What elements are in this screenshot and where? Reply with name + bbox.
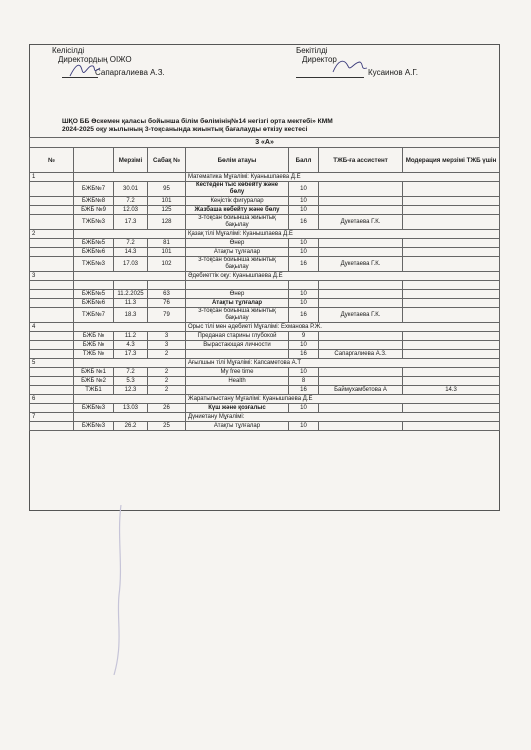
cell-blank [30,197,74,206]
cell-lesson: 2 [148,377,186,386]
cell-moderation: 14.3 [403,386,500,395]
approval-left-title: Келісілді [52,46,85,55]
cell-moderation [403,182,500,197]
cell-lesson: 25 [148,422,186,431]
subject-row [30,173,500,182]
cell-moderation [403,341,500,350]
cell-moderation [403,206,500,215]
cell-score: 10 [289,422,319,431]
cell-topic: Кестеден тыс көбейту және бөлу [186,182,289,197]
cell-lesson: 101 [148,197,186,206]
cell-assessment-type: БЖБ №1 [74,368,114,377]
subject-number: 3 [30,272,74,281]
cell-assessment-type: БЖБ№3 [74,422,114,431]
cell-assistant: Дукетаева Г.К. [319,215,403,230]
subject-title: Дүниетану Мұғалімі: [186,413,500,422]
cell-assessment-type: БЖБ № [74,341,114,350]
subject-title: Ағылшын тілі Мұғалімі: Капсаметова А.Т [186,359,500,368]
cell-blank [30,248,74,257]
cell-blank [30,182,74,197]
cell-date: 11.3 [114,299,148,308]
cell-assessment-type: ТЖБ№3 [74,257,114,272]
cell-lesson: 76 [148,299,186,308]
subject-row [30,413,500,422]
cell-assistant [319,422,403,431]
cell-date: 30.01 [114,182,148,197]
cell-assessment-type: ТЖБ№7 [74,308,114,323]
subject-number: 6 [30,395,74,404]
cell-assistant [319,341,403,350]
col-moderation-header: Модерация мерзімі ТЖБ үшін [403,148,500,173]
subject-spacer [74,230,186,239]
cell-blank [30,206,74,215]
table-row [30,248,500,257]
col-score-header: Балл [289,148,319,173]
cell-score: 10 [289,404,319,413]
assessment-schedule-table [29,137,500,431]
cell-topic: Health [186,377,289,386]
cell-blank [30,239,74,248]
cell-lesson: 2 [148,386,186,395]
class-row [30,138,500,148]
cell-score: 10 [289,368,319,377]
cell-score: 16 [289,215,319,230]
subject-number: 5 [30,359,74,368]
cell-lesson: 26 [148,404,186,413]
cell-assistant [319,377,403,386]
cell-blank [30,332,74,341]
cell-topic: Преданая старины глубокой [186,332,289,341]
cell-moderation [403,404,500,413]
subject-spacer [74,173,186,182]
cell-assistant: Дукетаева Г.К. [319,257,403,272]
signature-right [330,56,370,78]
cell-assistant [319,290,403,299]
table-row [30,308,500,323]
cell-date: 11.2 [114,332,148,341]
cell-blank [30,308,74,323]
table-row [30,332,500,341]
col-date-header: Мерзімі [114,148,148,173]
cell-topic: Өнер [186,290,289,299]
table-row [30,206,500,215]
cell-date [114,281,148,290]
cell-score: 10 [289,239,319,248]
table-row [30,422,500,431]
cell-score: 8 [289,377,319,386]
cell-moderation [403,257,500,272]
cell-date: 5.3 [114,377,148,386]
cell-assistant [319,248,403,257]
cell-topic: My free time [186,368,289,377]
cell-moderation [403,215,500,230]
table-row [30,239,500,248]
cell-assessment-type: БЖБ№5 [74,239,114,248]
cell-lesson: 3 [148,332,186,341]
cell-date: 17.3 [114,350,148,359]
cell-blank [30,404,74,413]
subject-number: 1 [30,173,74,182]
subject-title: Қазақ тілі Мұғалімі: Куанышпаева Д.Е [186,230,500,239]
cell-lesson: 81 [148,239,186,248]
subject-row [30,395,500,404]
cell-blank [30,350,74,359]
approval-left-name: Сапаргалиева А.З. [95,68,165,77]
cell-score: 16 [289,386,319,395]
cell-assessment-type: БЖБ №9 [74,206,114,215]
table-row [30,215,500,230]
cell-lesson [148,281,186,290]
cell-date: 4.3 [114,341,148,350]
cell-score: 10 [289,341,319,350]
cell-score: 16 [289,308,319,323]
cell-blank [30,341,74,350]
pen-mark [111,505,127,675]
col-assistant-header: ТЖБ-ға ассистент [319,148,403,173]
document-title-line1: ШҚО ББ Өскемен қаласы бойынша білім бөлімінің№14 негізгі орта мектебі» КММ [62,118,333,125]
subject-row [30,359,500,368]
cell-score: 10 [289,248,319,257]
cell-score: 10 [289,206,319,215]
cell-assessment-type: БЖБ№8 [74,197,114,206]
approval-left-role: Директордың ОІЖО [58,55,132,64]
cell-score: 16 [289,257,319,272]
cell-assessment-type: БЖБ№5 [74,290,114,299]
cell-assessment-type: БЖБ№3 [74,404,114,413]
cell-moderation [403,248,500,257]
cell-date: 14.3 [114,248,148,257]
cell-lesson: 95 [148,182,186,197]
cell-lesson: 2 [148,350,186,359]
cell-assessment-type: БЖБ №2 [74,377,114,386]
cell-score: 10 [289,182,319,197]
cell-topic: Атақты тұлғалар [186,248,289,257]
cell-moderation [403,377,500,386]
table-row [30,290,500,299]
cell-moderation [403,290,500,299]
cell-moderation [403,332,500,341]
cell-moderation [403,350,500,359]
cell-topic: Өнер [186,239,289,248]
cell-date: 7.2 [114,368,148,377]
approval-right-role: Директор [302,55,337,64]
cell-moderation [403,368,500,377]
subject-row [30,230,500,239]
table-row [30,350,500,359]
cell-topic: Атақты тұлғалар [186,299,289,308]
table-row [30,377,500,386]
table-row [30,299,500,308]
cell-topic [186,281,289,290]
cell-blank [30,257,74,272]
table-row [30,368,500,377]
cell-score: 10 [289,290,319,299]
cell-topic: Жазбаша көбейту және бөлу [186,206,289,215]
cell-date: 17.3 [114,215,148,230]
cell-topic: Кеңістік фигуралар [186,197,289,206]
cell-score: 10 [289,197,319,206]
cell-blank [30,281,74,290]
cell-assistant [319,368,403,377]
cell-topic [186,386,289,395]
cell-blank [30,377,74,386]
subject-spacer [74,395,186,404]
cell-lesson: 63 [148,290,186,299]
subject-spacer [74,272,186,281]
cell-assistant: Баймухамбетова А [319,386,403,395]
cell-moderation [403,197,500,206]
cell-date: 7.2 [114,239,148,248]
cell-assessment-type: БЖБ № [74,332,114,341]
table-row [30,404,500,413]
cell-moderation [403,299,500,308]
table-row [30,257,500,272]
cell-topic: Күш және қозғалыс [186,404,289,413]
cell-topic: Атақты тұлғалар [186,422,289,431]
subject-spacer [74,413,186,422]
subject-title: Жаратылыстану Мұғалімі: Куанышпаева Д.Е [186,395,500,404]
cell-topic: 3-тоқсан бойынша жиынтық бақылау [186,215,289,230]
cell-lesson: 128 [148,215,186,230]
cell-topic [186,350,289,359]
table-header-row [30,148,500,173]
cell-blank [30,290,74,299]
cell-lesson: 79 [148,308,186,323]
cell-moderation [403,281,500,290]
cell-date: 12.3 [114,386,148,395]
cell-assessment-type: ТЖБ№3 [74,215,114,230]
cell-date: 17.03 [114,257,148,272]
cell-lesson: 102 [148,257,186,272]
cell-date: 18.3 [114,308,148,323]
table-body [30,138,500,431]
table-row [30,182,500,197]
subject-number: 7 [30,413,74,422]
cell-moderation [403,308,500,323]
cell-assistant [319,182,403,197]
cell-assessment-type [74,281,114,290]
table-row [30,197,500,206]
cell-assistant [319,239,403,248]
cell-date: 26.2 [114,422,148,431]
cell-assistant: Сапаргалиева А.З. [319,350,403,359]
subject-row [30,272,500,281]
cell-blank [30,422,74,431]
cell-score: 9 [289,332,319,341]
cell-score: 10 [289,299,319,308]
subject-title: Орыс тілі мен әдебиеті Мұғалімі: Ехманова Р.Ж. [186,323,500,332]
document-title [62,118,333,134]
cell-assessment-type: ТЖБ1 [74,386,114,395]
table-row [30,281,500,290]
cell-blank [30,215,74,230]
approval-right-name: Кусаинов А.Г. [368,68,418,77]
col-topic-header: Бөлім атауы [186,148,289,173]
approval-right-title: Бекітілді [296,46,328,55]
class-name: 3 «А» [30,138,500,148]
cell-blank [30,299,74,308]
cell-assessment-type: ТЖБ № [74,350,114,359]
cell-assistant [319,197,403,206]
table-row [30,386,500,395]
col-type-header [74,148,114,173]
cell-lesson: 2 [148,368,186,377]
cell-score: 16 [289,350,319,359]
subject-spacer [74,323,186,332]
cell-date: 12.03 [114,206,148,215]
cell-topic: Вырастающая личности [186,341,289,350]
cell-assistant: Дукетаева Г.К. [319,308,403,323]
col-num-header: № [30,148,74,173]
subject-spacer [74,359,186,368]
cell-lesson: 125 [148,206,186,215]
cell-blank [30,386,74,395]
subject-number: 2 [30,230,74,239]
cell-blank [30,368,74,377]
cell-date: 7.2 [114,197,148,206]
cell-lesson: 3 [148,341,186,350]
cell-assessment-type: БЖБ№6 [74,299,114,308]
cell-assistant [319,332,403,341]
cell-lesson: 101 [148,248,186,257]
cell-assessment-type: БЖБ№6 [74,248,114,257]
cell-assistant [319,206,403,215]
table-row [30,341,500,350]
subject-title: Математика Мұғалімі: Куанышпаева Д.Е [186,173,500,182]
cell-assessment-type: БЖБ№7 [74,182,114,197]
subject-row [30,323,500,332]
cell-moderation [403,422,500,431]
cell-topic: 3-тоқсан бойынша жиынтық бақылау [186,308,289,323]
cell-assistant [319,404,403,413]
cell-date: 13.03 [114,404,148,413]
cell-topic: 3-тоқсан бойынша жиынтық бақылау [186,257,289,272]
subject-title: Әдебиеттік оқу: Куанышпаева Д.Е [186,272,500,281]
col-lesson-header: Сабақ № [148,148,186,173]
cell-moderation [403,239,500,248]
cell-assistant [319,281,403,290]
cell-date: 11.2.2025 [114,290,148,299]
cell-score [289,281,319,290]
cell-assistant [319,299,403,308]
document-title-line2: 2024-2025 оқу жылының 3-тоқсанында жиынтық бағалауды өткізу кестесі [62,126,308,133]
signature-left [66,58,106,80]
subject-number: 4 [30,323,74,332]
